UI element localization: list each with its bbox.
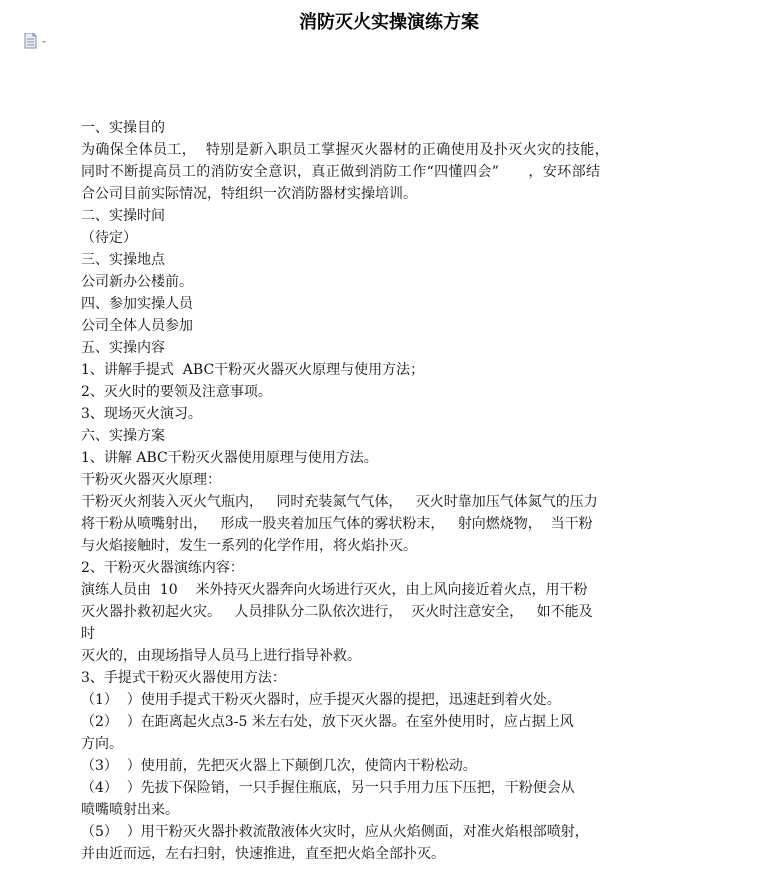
heading-plan: 六、实操方案 <box>81 428 165 444</box>
step-item: （2） ）在距离起火点3-5 米左右处，放下灭火器。在室外使用时，应占据上风 <box>81 714 574 730</box>
paragraph-line: 公司新办公楼前。 <box>81 274 193 290</box>
paragraph-line: 灭火器扑救初起火灾。 人员排队分二队依次进行， 灭火时注意安全， 如不能及 <box>81 604 593 620</box>
list-item: 3、手提式干粉灭火器使用方法： <box>81 670 286 686</box>
paragraph-line: 为确保全体员工， 特别是新入职员工掌握灭火器材的正确使用及扑灭火灾的技能， <box>81 142 610 158</box>
paragraph-line: 干粉灭火剂装入灭火气瓶内， 同时充装氮气气体， 灭火时靠加压气体氮气的压力 <box>81 494 598 510</box>
paragraph-line: 灭火的，由现场指导人员马上进行指导补救。 <box>81 648 361 664</box>
paragraph-line: （待定） <box>81 230 137 246</box>
paragraph-line: 时 <box>81 626 95 642</box>
step-item: （5） ）用干粉灭火器扑救流散液体火灾时，应从火焰侧面，对准火焰根部喷射， <box>81 824 589 840</box>
paragraph-line: 合公司目前实际情况，特组织一次消防器材实操培训。 <box>81 186 417 202</box>
paragraph-line: 与火焰接触时，发生一系列的化学作用，将火焰扑灭。 <box>81 538 417 554</box>
paragraph-line: 并由近而远，左右扫射，快速推进，直至把火焰全部扑灭。 <box>81 846 445 862</box>
paragraph-line: 演练人员由 10 米外持灭火器奔向火场进行灭火，由上风向接近着火点，用干粉 <box>81 582 588 598</box>
step-item: （3） ）使用前，先把灭火器上下颠倒几次，使筒内干粉松动。 <box>81 758 477 774</box>
paragraph-line: 同时不断提高员工的消防安全意识，真正做到消防工作“四懂四会” ，安环部结 <box>81 164 601 180</box>
list-item: 2、干粉灭火器演练内容： <box>81 560 244 576</box>
list-item: 1、讲解手提式 ABC干粉灭火器灭火原理与使用方法； <box>81 362 425 378</box>
heading-time: 二、实操时间 <box>81 208 165 224</box>
document-body <box>81 117 721 865</box>
paragraph-line: 公司全体人员参加 <box>81 318 193 334</box>
paragraph-line: 将干粉从喷嘴射出， 形成一股夹着加压气体的雾状粉末， 射向燃烧物， 当干粉 <box>81 516 593 532</box>
step-item: （4） ）先拔下保险销，一只手握住瓶底，另一只手用力压下压把，干粉便会从 <box>81 780 575 796</box>
paragraph-line: 喷嘴喷射出来。 <box>81 802 179 818</box>
document-title: 消防灭火实操演练方案 <box>299 12 479 33</box>
list-item: 3、现场灭火演习。 <box>81 406 202 422</box>
heading-participants: 四、参加实操人员 <box>81 296 193 312</box>
paragraph-line: 方向。 <box>81 736 123 752</box>
list-item: 1、讲解 ABC干粉灭火器使用原理与使用方法。 <box>81 450 378 466</box>
heading-purpose: 一、实操目的 <box>81 120 165 136</box>
paragraph-line: 干粉灭火器灭火原理： <box>81 472 221 488</box>
heading-content: 五、实操内容 <box>81 340 165 356</box>
heading-location: 三、实操地点 <box>81 252 165 268</box>
step-item: （1） ）使用手提式干粉灭火器时，应手提灭火器的提把，迅速赶到着火处。 <box>81 692 561 708</box>
list-item: 2、灭火时的要领及注意事项。 <box>81 384 272 400</box>
